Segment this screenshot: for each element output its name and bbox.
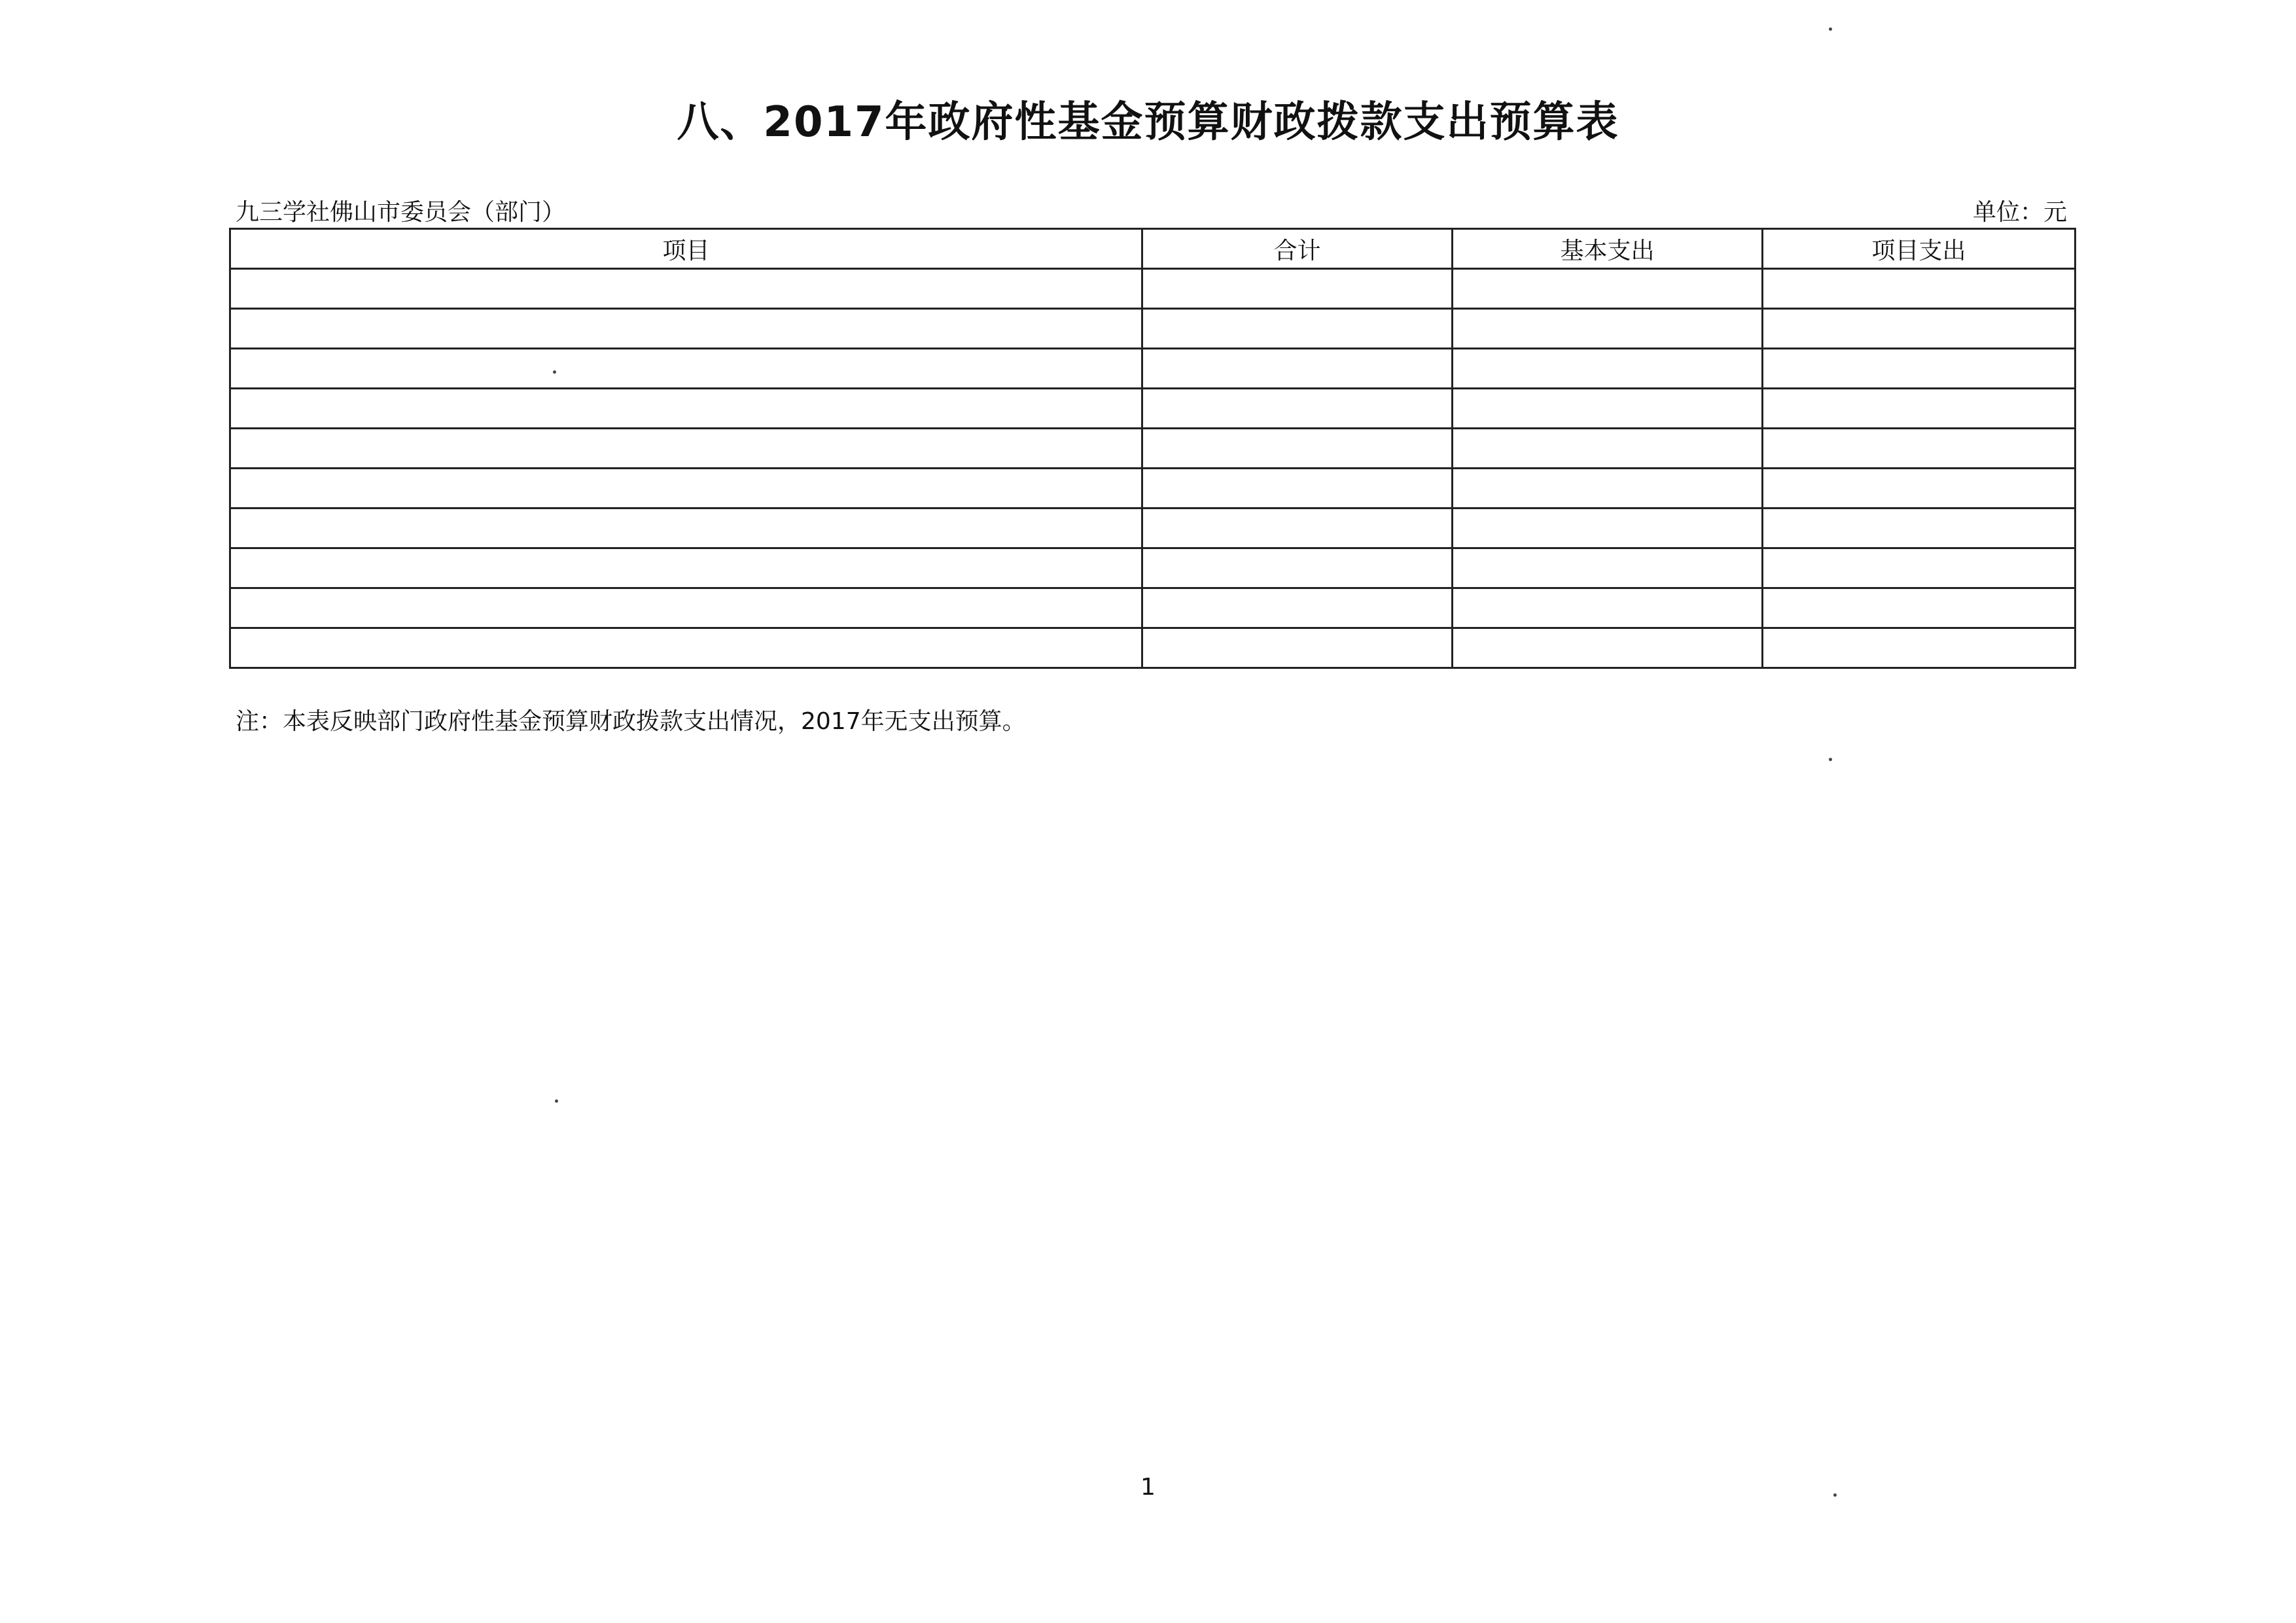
table-row (230, 508, 2075, 548)
page-title: 八、2017年政府性基金预算财政拨款支出预算表 (677, 98, 1619, 147)
table-row (230, 309, 2075, 349)
table-cell (1142, 508, 1453, 548)
table-cell (1453, 349, 1763, 389)
table-cell (1453, 309, 1763, 349)
table-cell (1763, 349, 2075, 389)
table-cell (1142, 469, 1453, 508)
table-row (230, 349, 2075, 389)
table-cell (1453, 429, 1763, 469)
table-cell (1763, 429, 2075, 469)
table-cell (230, 508, 1142, 548)
page-number: 1 (1140, 1474, 1156, 1501)
table-cell (230, 588, 1142, 628)
header-project-expense: 项目支出 (1763, 229, 2075, 269)
table-cell (1142, 349, 1453, 389)
table-cell (1142, 389, 1453, 429)
budget-table (229, 228, 2076, 669)
table-cell (1763, 309, 2075, 349)
table-row (230, 269, 2075, 309)
scan-speck (1833, 1493, 1837, 1497)
table-cell (230, 469, 1142, 508)
table-row (230, 429, 2075, 469)
table-row (230, 389, 2075, 429)
table-cell (1763, 269, 2075, 309)
table-note: 注：本表反映部门政府性基金预算财政拨款支出情况，2017年无支出预算。 (236, 708, 1026, 735)
table-cell (1453, 588, 1763, 628)
table-row (230, 469, 2075, 508)
table-cell (1142, 588, 1453, 628)
table-cell (1142, 548, 1453, 588)
table-cell (230, 429, 1142, 469)
table-cell (230, 389, 1142, 429)
table-cell (1453, 508, 1763, 548)
table-cell (1453, 628, 1763, 668)
table-cell (1142, 309, 1453, 349)
table-cell (1142, 628, 1453, 668)
scan-speck (553, 370, 556, 374)
table-cell (230, 309, 1142, 349)
table-cell (1142, 429, 1453, 469)
table-header-row (230, 229, 2075, 269)
table-cell (230, 628, 1142, 668)
table-cell (230, 269, 1142, 309)
table-cell (230, 548, 1142, 588)
scan-speck (1829, 27, 1832, 31)
table-row (230, 588, 2075, 628)
table-cell (1453, 469, 1763, 508)
table-cell (1453, 269, 1763, 309)
table-cell (1763, 588, 2075, 628)
department-label: 九三学社佛山市委员会（部门） (236, 199, 566, 226)
scan-speck (555, 1099, 558, 1103)
table-cell (1453, 389, 1763, 429)
table-row (230, 628, 2075, 668)
header-basic-expense: 基本支出 (1453, 229, 1763, 269)
table-cell (1763, 548, 2075, 588)
header-item: 项目 (230, 229, 1142, 269)
table-cell (1763, 469, 2075, 508)
table-row (230, 548, 2075, 588)
table-cell (1453, 548, 1763, 588)
table-cell (1763, 508, 2075, 548)
unit-label: 单位：元 (1972, 199, 2067, 226)
table-cell (1763, 628, 2075, 668)
table-cell (1763, 389, 2075, 429)
table-cell (1142, 269, 1453, 309)
header-total: 合计 (1142, 229, 1453, 269)
scan-speck (1829, 758, 1832, 761)
table-cell (230, 349, 1142, 389)
